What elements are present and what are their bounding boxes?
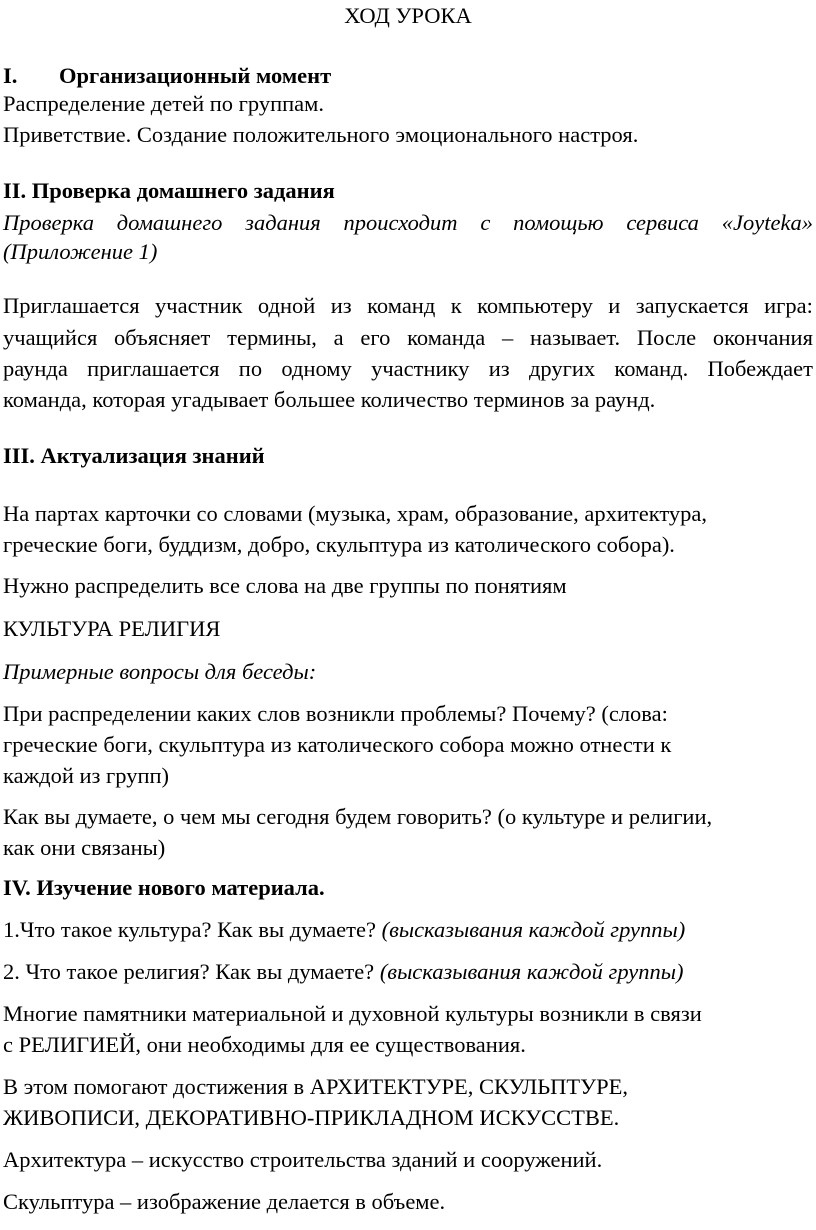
word: его (360, 325, 391, 350)
section-2-italic-line-1 (3, 209, 813, 236)
word: называет. (530, 325, 621, 350)
word: термины, (227, 325, 317, 350)
word: Приглашается (3, 293, 140, 318)
section-3-p1-line-2: греческие боги, буддизм, добро, скульптура из католического собора). (3, 532, 675, 557)
section-4-def-architecture: Архитектура – искусство строительства зданий и сооружений. (3, 1147, 603, 1172)
section-4-q2 (3, 958, 684, 985)
section-2-italic-line-2: (Приложение 1) (3, 239, 158, 264)
word: раунда (3, 356, 68, 381)
section-2-para-line-2 (3, 324, 813, 351)
word: – (502, 325, 514, 350)
word: одному (281, 356, 352, 381)
word: домашнего (116, 210, 223, 235)
section-2-para-line-1 (3, 292, 813, 319)
word: Побеждает (707, 356, 813, 381)
word: происходит (343, 210, 458, 235)
section-4-q2-note: (высказывания каждой группы) (379, 959, 684, 984)
word: приглашается (87, 356, 220, 381)
word: участник (155, 293, 243, 318)
section-4-def-sculpture: Скульптура – изображение делается в объеме. (3, 1189, 446, 1214)
section-2-para-line-3 (3, 355, 813, 382)
page-title: ХОД УРОКА (344, 3, 472, 28)
word: и (608, 293, 621, 318)
section-3-q1-line-2: греческие боги, скульптура из католического собора можно отнести к (3, 732, 672, 757)
section-4-p1-line-1: Многие памятники материальной и духовной культуры возникли в связи (3, 1001, 702, 1026)
word: команд. (614, 356, 689, 381)
word: по (238, 356, 263, 381)
section-1-number: I. (3, 63, 18, 88)
word: «Joyteka» (721, 210, 813, 235)
word: учащийся (3, 325, 98, 350)
word: к (450, 293, 462, 318)
section-3-q2-line-2: как они связаны) (3, 835, 166, 860)
section-2-heading: II. Проверка домашнего задания (3, 178, 335, 203)
word: с (480, 210, 491, 235)
word: объясняет (114, 325, 211, 350)
section-3-p1-line-1: На партах карточки со словами (музыка, храм, образование, архитектура, (3, 501, 707, 526)
word: помощью (513, 210, 604, 235)
word: команд (367, 293, 436, 318)
word: игра: (764, 293, 813, 318)
word: задания (245, 210, 321, 235)
section-4-p2-line-1: В этом помогают достижения в АРХИТЕКТУРЕ, СКУЛЬПТУРЕ, (3, 1074, 628, 1099)
word: одной (257, 293, 316, 318)
section-4-q1-text: 1.Что такое культура? Как вы думаете? (3, 917, 382, 942)
section-4-q1-note: (высказывания каждой группы) (381, 917, 686, 942)
word: сервиса (626, 210, 699, 235)
section-4-p1-line-2: с РЕЛИГИЕЙ, они необходимы для ее существования. (3, 1032, 526, 1057)
section-1-line-2: Приветствие. Создание положительного эмоционального настроя. (3, 122, 639, 147)
section-3-heading: III. Актуализация знаний (3, 443, 265, 468)
word: компьютеру (477, 293, 593, 318)
section-1-line-1: Распределение детей по группам. (3, 91, 325, 116)
section-3-q2-line-1: Как вы думаете, о чем мы сегодня будем говорить? (о культуре и религии, (3, 804, 713, 829)
section-3-p2: Нужно распределить все слова на две группы по понятиям (3, 573, 567, 598)
section-2-para-line-4: команда, которая угадывает большее количество терминов за раунд. (3, 387, 656, 412)
section-3-q1-line-1: При распределении каких слов возникли проблемы? Почему? (слова: (3, 701, 668, 726)
section-4-q1 (3, 916, 685, 943)
word: других (528, 356, 596, 381)
word: окончания (712, 325, 813, 350)
word: участнику (371, 356, 470, 381)
section-4-heading: IV. Изучение нового материала. (3, 875, 325, 900)
section-3-p3: КУЛЬТУРА РЕЛИГИЯ (3, 616, 221, 641)
section-4-q2-text: 2. Что такое религия? Как вы думаете? (3, 959, 380, 984)
word: из (330, 293, 352, 318)
word: запускается (635, 293, 749, 318)
section-1-title: Организационный момент (59, 63, 332, 88)
section-4-p2-line-2: ЖИВОПИСИ, ДЕКОРАТИВНО-ПРИКЛАДНОМ ИСКУССТВЕ. (3, 1105, 620, 1130)
section-1-heading (3, 62, 331, 89)
section-3-q1-line-3: каждой из групп) (3, 763, 170, 788)
word: команда (407, 325, 486, 350)
section-3-p4: Примерные вопросы для беседы: (3, 659, 317, 684)
word: После (636, 325, 697, 350)
word: а (333, 325, 344, 350)
word: Проверка (3, 210, 94, 235)
word: из (488, 356, 510, 381)
